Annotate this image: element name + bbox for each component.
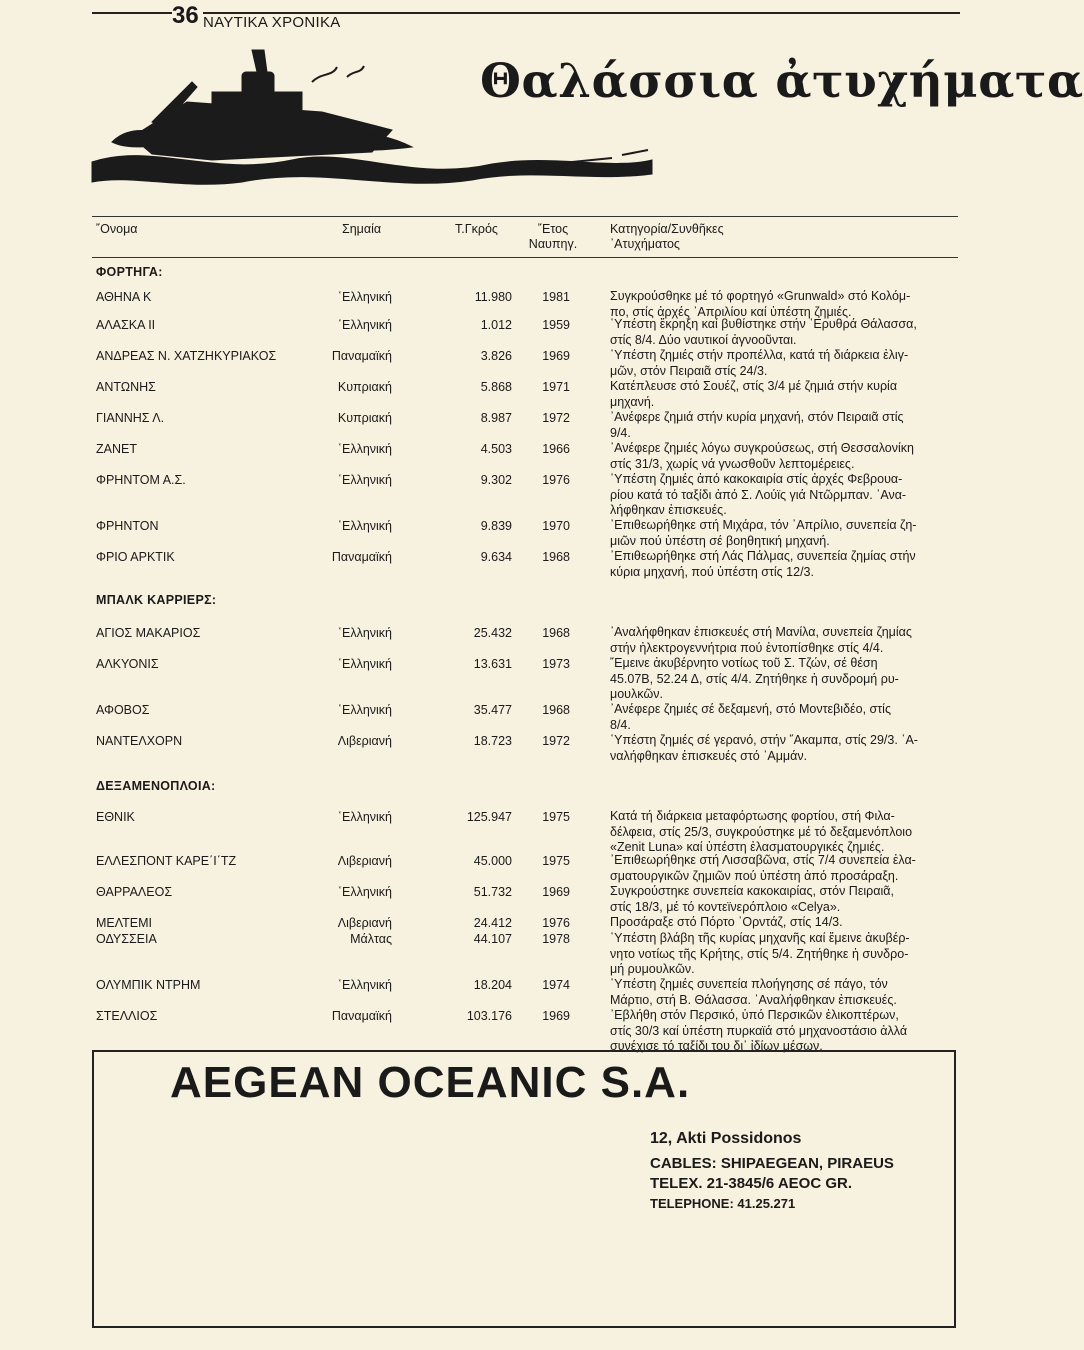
table-rule-top — [92, 216, 958, 217]
vessel-name: ΑΘΗΝΑ Κ — [96, 290, 152, 304]
vessel-grt: 9.839 — [480, 519, 512, 533]
vessel-year: 1975 — [542, 854, 570, 868]
vessel-flag: Κυπριακή — [337, 380, 392, 394]
vessel-name: ΓΙΑΝΝΗΣ Λ. — [96, 411, 165, 425]
accident-description: ῾Υπέστη ζημιές σέ γερανό, στήν ῎Ακαμπα, στίς 29/3. ᾿Α- ναλήφθηκαν ἐπισκευές στό ᾿Αμμάν. — [610, 733, 918, 763]
table-row — [0, 884, 1000, 914]
vessel-flag: Παναμαϊκή — [331, 349, 392, 363]
vessel-flag: Παναμαϊκή — [331, 550, 392, 564]
vessel-grt: 13.631 — [473, 657, 512, 671]
vessel-flag: ῾Ελληνική — [337, 519, 392, 533]
table-row — [0, 549, 1000, 579]
column-header-flag: Σημαία — [342, 222, 382, 236]
vessel-flag: ῾Ελληνική — [337, 318, 392, 332]
vessel-year: 1968 — [542, 550, 570, 564]
vessel-name: ΘΑΡΡΑΛΕΟΣ — [96, 885, 173, 899]
table-row — [0, 289, 1000, 319]
vessel-name: ΑΦΟΒΟΣ — [96, 703, 150, 717]
accident-description: Κατέπλευσε στό Σουέζ, στίς 3/4 μέ ζημιά στήν κυρία μηχανή. — [610, 379, 898, 409]
vessel-year: 1978 — [542, 932, 570, 946]
vessel-grt: 11.980 — [474, 290, 512, 304]
vessel-name: ΦΡΗΝΤΟΝ — [96, 519, 159, 533]
vessel-name: ΦΡΗΝΤΟΜ Α.Σ. — [96, 473, 186, 487]
advert-telex: TELEX. 21-3845/6 AEOC GR. — [650, 1175, 853, 1192]
vessel-name: ΕΘΝΙΚ — [96, 810, 135, 824]
vessel-year: 1968 — [542, 703, 570, 717]
vessel-year: 1974 — [542, 978, 570, 992]
vessel-grt: 5.868 — [480, 380, 512, 394]
vessel-name: ΜΕΛΤΕΜΙ — [96, 916, 153, 930]
vessel-grt: 9.302 — [480, 473, 512, 487]
vessel-flag: ῾Ελληνική — [337, 885, 392, 899]
vessel-year: 1975 — [542, 810, 570, 824]
vessel-grt: 103.176 — [466, 1009, 512, 1023]
accident-description: Κατά τή διάρκεια μεταφόρτωσης φορτίου, στή Φιλα- δέλφεια, στίς 25/3, συγκρούστηκε μέ τό δεξαμενόπλοιο «Zenit Luna» καί ὑπέστη ἐλασματουργικές ζημιές. — [610, 809, 913, 854]
category-label: ΜΠΑΛΚ ΚΑΡΡΙΕΡΣ: — [96, 593, 217, 607]
vessel-year: 1966 — [542, 442, 570, 456]
vessel-flag: ῾Ελληνική — [337, 626, 392, 640]
table-row — [0, 317, 1000, 347]
vessel-year: 1969 — [542, 349, 570, 363]
vessel-name: ΟΛΥΜΠΙΚ ΝΤΡΗΜ — [96, 978, 201, 992]
table-row — [0, 853, 1000, 883]
table-row — [0, 1008, 1000, 1053]
accident-description: ᾿Ανέφερε ζημιές λόγω συγκρούσεως, στή Θεσσαλονίκη στίς 31/3, χωρίς νά γνωσθοῦν λεπτομέρειες. — [610, 441, 914, 471]
table-row — [0, 733, 1000, 763]
table-row — [0, 977, 1000, 1007]
vessel-grt: 51.732 — [473, 885, 512, 899]
vessel-grt: 1.012 — [480, 318, 512, 332]
vessel-grt: 125.947 — [466, 810, 512, 824]
vessel-flag: ῾Ελληνική — [337, 978, 392, 992]
column-header-name: ῎Ονομα — [96, 222, 138, 236]
vessel-name: ΟΔΥΣΣΕΙΑ — [96, 932, 157, 946]
accident-description: ᾿Επιθεωρήθηκε στή Λάς Πάλμας, συνεπεία ζημίας στήν κύρια μηχανή, πού ὑπέστη στίς 12/3. — [610, 549, 916, 579]
vessel-name: ΑΝΔΡΕΑΣ Ν. ΧΑΤΖΗΚΥΡΙΑΚΟΣ — [96, 349, 277, 363]
vessel-name: ΦΡΙΟ ΑΡΚΤΙΚ — [96, 550, 175, 564]
vessel-name: ΑΓΙΟΣ ΜΑΚΑΡΙΟΣ — [96, 626, 201, 640]
vessel-year: 1972 — [542, 411, 570, 425]
vessel-year: 1976 — [542, 916, 570, 930]
vessel-grt: 3.826 — [480, 349, 512, 363]
category-label: ΦΟΡΤΗΓΑ: — [96, 265, 163, 279]
vessel-year: 1968 — [542, 626, 570, 640]
vessel-name: ΣΤΕΛΛΙΟΣ — [96, 1009, 158, 1023]
vessel-flag: Λιβεριανή — [337, 734, 392, 748]
vessel-flag: Κυπριακή — [337, 411, 392, 425]
accident-description: Συγκρούστηκε συνεπεία κακοκαιρίας, στόν Πειραιᾶ, στίς 18/3, μέ τό κοντεϊνερόπλοιο «Celya». — [610, 884, 894, 914]
vessel-grt: 18.723 — [473, 734, 512, 748]
advert-company: AEGEAN OCEANIC S.A. — [170, 1058, 691, 1107]
vessel-grt: 45.000 — [473, 854, 512, 868]
vessel-flag: Μάλτας — [350, 932, 392, 946]
vessel-grt: 24.412 — [473, 916, 512, 930]
advert-cables: CABLES: SHIPAEGEAN, PIRAEUS — [650, 1155, 894, 1172]
table-row — [0, 656, 1000, 701]
vessel-name: ΑΝΤΩΝΗΣ — [96, 380, 156, 394]
vessel-grt: 44.107 — [473, 932, 512, 946]
column-header-description — [610, 222, 724, 252]
vessel-year: 1969 — [542, 1009, 570, 1023]
vessel-flag: ῾Ελληνική — [337, 473, 392, 487]
vessel-flag: ῾Ελληνική — [337, 810, 392, 824]
vessel-name: ΑΛΚΥΟΝΙΣ — [96, 657, 159, 671]
accident-description: Προσάραξε στό Πόρτο ᾿Ορντάζ, στίς 14/3. — [610, 915, 843, 929]
vessel-flag: Λιβεριανή — [337, 916, 392, 930]
column-header-year — [524, 222, 582, 252]
column-header-desc-line1: Κατηγορία/Συνθῆκες — [610, 222, 724, 236]
vessel-name: ΝΑΝΤΕΛΧΟΡΝ — [96, 734, 183, 748]
accident-description: ᾿Επιθεωρήθηκε στή Μιχάρα, τόν ᾿Απρίλιο, συνεπεία ζη- μιῶν πού ὑπέστη σέ βοηθητική μηχανή. — [610, 518, 917, 548]
table-row — [0, 379, 1000, 409]
accident-description: ῾Υπέστη ἔκρηξη καί βυθίστηκε στήν ᾿Ερυθρά Θάλασσα, στίς 8/4. Δύο ναυτικοί ἀγνοοῦνται. — [610, 317, 917, 347]
vessel-year: 1976 — [542, 473, 570, 487]
column-header-desc-line2: ᾿Ατυχήματος — [610, 237, 680, 251]
column-header-grt: Τ.Γκρός — [455, 222, 498, 236]
vessel-year: 1981 — [542, 290, 570, 304]
table-row — [0, 518, 1000, 548]
vessel-name: ΑΛΑΣΚΑ ΙΙ — [96, 318, 156, 332]
vessel-grt: 4.503 — [480, 442, 512, 456]
vessel-flag: ῾Ελληνική — [337, 290, 392, 304]
accident-description: ᾿Εβλήθη στόν Περσικό, ὑπό Περσικῶν ἑλικοπτέρων, στίς 30/3 καί ὑπέστη πυρκαϊά στό μηχανοστάσιο ἀλλά συνέχισε τό ταξίδι του δι᾿ ἰδίων μέσων. — [610, 1008, 908, 1053]
column-header-year-line1: ῎Ετος — [537, 222, 569, 236]
vessel-year: 1969 — [542, 885, 570, 899]
vessel-year: 1973 — [542, 657, 570, 671]
vessel-year: 1970 — [542, 519, 570, 533]
accident-description: Συγκρούσθηκε μέ τό φορτηγό «Grunwald» στό Κολόμ- πο, στίς ἀρχές ᾿Απριλίου καί ὑπέστη ζημιές. — [610, 289, 911, 319]
vessel-flag: ῾Ελληνική — [337, 703, 392, 717]
vessel-name: ΖΑΝΕΤ — [96, 442, 137, 456]
table-row — [0, 441, 1000, 471]
magazine-name: ΝΑΥΤΙΚΑ ΧΡΟΝΙΚΑ — [203, 14, 341, 31]
vessel-grt: 9.634 — [480, 550, 512, 564]
accident-description: ᾿Ανέφερε ζημιές σέ δεξαμενή, στό Μοντεβιδέο, στίς 8/4. — [610, 702, 891, 732]
accident-description: ῎Εμεινε ἀκυβέρνητο νοτίως τοῦ Σ. Τζών, σέ θέση 45.07Β, 52.24 Δ, στίς 4/4. Ζητήθηκε ἡ συνδρομή ρυ- μουλκῶν. — [610, 656, 899, 701]
table-row — [0, 472, 1000, 517]
page-title: Θαλάσσια ἀτυχήματα — [480, 54, 1084, 109]
advert-telephone: TELEPHONE: 41.25.271 — [650, 1196, 796, 1211]
vessel-year: 1971 — [542, 380, 570, 394]
column-header-year-line2: Ναυπηγ. — [528, 237, 578, 251]
vessel-year: 1959 — [542, 318, 570, 332]
accident-description: ᾿Αναλήφθηκαν ἐπισκευές στή Μανίλα, συνεπεία ζημίας στήν ἠλεκτρογεννήτρια πού ἐντοπίσθηκε στίς 4/4. — [610, 625, 912, 655]
vessel-flag: Παναμαϊκή — [331, 1009, 392, 1023]
table-row — [0, 348, 1000, 378]
accident-description: ᾿Ανέφερε ζημιά στήν κυρία μηχανή, στόν Πειραιᾶ στίς 9/4. — [610, 410, 904, 440]
table-row — [0, 410, 1000, 440]
vessel-grt: 8.987 — [480, 411, 512, 425]
table-row — [0, 809, 1000, 854]
accident-description: ῾Υπέστη ζημιές στήν προπέλλα, κατά τή διάρκεια ἐλιγ- μῶν, στόν Πειραιᾶ στίς 24/3. — [610, 348, 909, 378]
table-row — [0, 702, 1000, 732]
vessel-grt: 18.204 — [473, 978, 512, 992]
vessel-year: 1972 — [542, 734, 570, 748]
page-number: 36 — [172, 4, 203, 28]
table-rule-bottom — [92, 257, 958, 258]
vessel-flag: ῾Ελληνική — [337, 442, 392, 456]
table-row — [0, 625, 1000, 655]
accident-description: ᾿Επιθεωρήθηκε στή Λισσαβῶνα, στίς 7/4 συνεπεία ἐλα- σματουργικῶν ζημιῶν πού ὑπέστη ἀπό προσάραξη. — [610, 853, 916, 883]
table-row — [0, 931, 1000, 976]
vessel-name: ΕΛΛΕΣΠΟΝΤ ΚΑΡΕ΄Ι΄ΤΖ — [96, 854, 237, 868]
accident-description: ῾Υπέστη ζημιές ἀπό κακοκαιρία στίς ἀρχές Φεβρουα- ρίου κατά τό ταξίδι ἀπό Σ. Λούϊς γιά Ντῶρμπαν. ᾿Ανα- λήφθηκαν ἐπισκευές. — [610, 472, 907, 517]
accident-description: ῾Υπέστη ζημιές συνεπεία πλοήγησης σέ πάγο, τόν Μάρτιο, στή Β. Θάλασσα. ᾿Αναλήφθηκαν ἐπισκευές. — [610, 977, 897, 1007]
vessel-grt: 35.477 — [473, 703, 512, 717]
vessel-grt: 25.432 — [473, 626, 512, 640]
advert-address: 12, Akti Possidonos — [650, 1130, 802, 1147]
vessel-flag: ῾Ελληνική — [337, 657, 392, 671]
vessel-flag: Λιβεριανή — [337, 854, 392, 868]
category-label: ΔΕΞΑΜΕΝΟΠΛΟΙΑ: — [96, 779, 216, 793]
accident-description: ῾Υπέστη βλάβη τῆς κυρίας μηχανῆς καί ἔμεινε ἀκυβέρ- νητο νοτίως τῆς Κρήτης, στίς 5/4. Ζητήθηκε ἡ συνδρο- μή ρυμουλκῶν. — [610, 931, 910, 976]
